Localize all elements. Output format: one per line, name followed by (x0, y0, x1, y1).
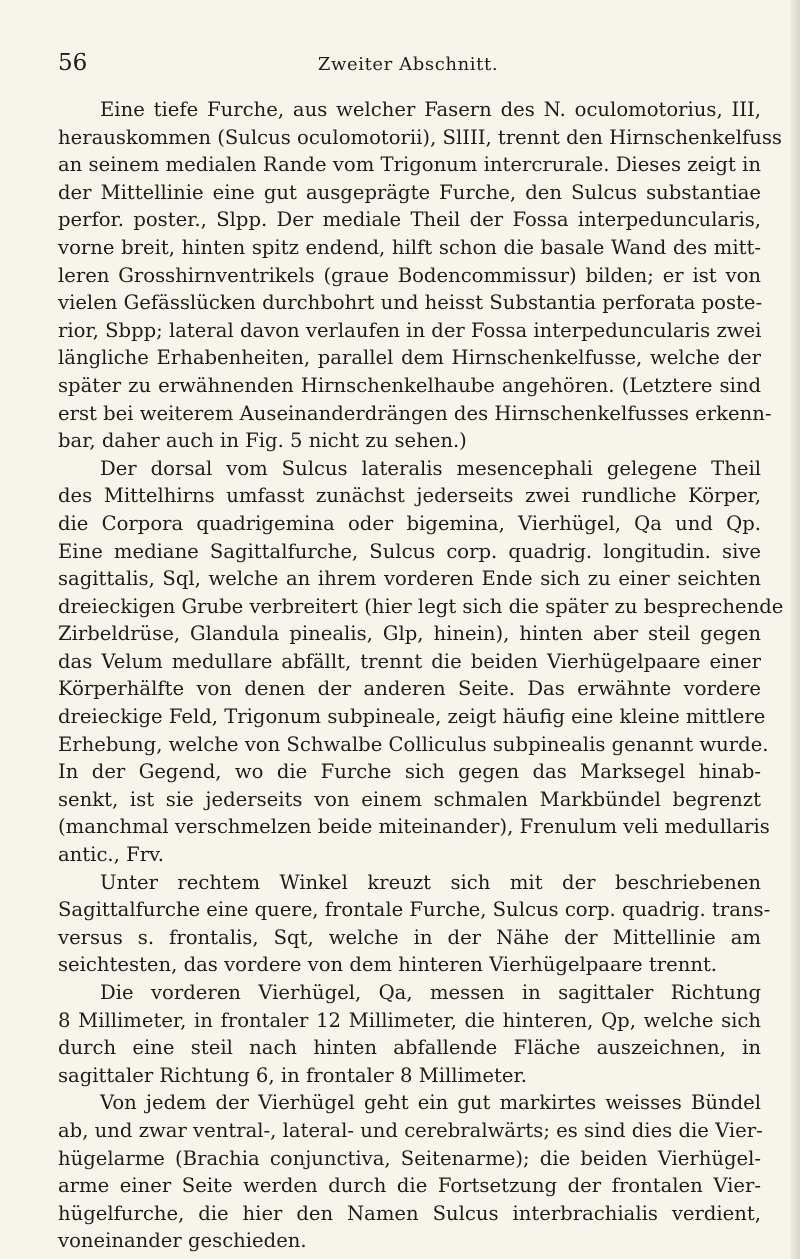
text-line: herauskommen (Sulcus oculomotorii), SlIII, trennt den Hirnschenkelfuss (58, 125, 782, 149)
paragraph (58, 1089, 761, 1255)
body-text (58, 96, 784, 1255)
text-line: Von jedem der Vierhügel geht ein gut markirtes weisses Bündel (100, 1091, 761, 1115)
text-line: voneinander geschieden. (58, 1229, 307, 1253)
page-edge-shadow (790, 0, 800, 1259)
text-line: der Mittellinie eine gut ausgeprägte Furche, den Sulcus substantiae (58, 180, 761, 204)
text-line: vorne breit, hinten spitz endend, hilft schon die basale Wand des mitt- (58, 235, 761, 259)
text-line: Der dorsal vom Sulcus lateralis mesencephali gelegene Theil (100, 456, 761, 480)
running-head: Zweiter Abschnitt. (317, 54, 499, 75)
text-line: leren Grosshirnventrikels (graue Bodencommissur) bilden; er ist von (58, 263, 761, 287)
text-line: Sagittalfurche eine quere, frontale Furche, Sulcus corp. quadrig. trans- (58, 898, 771, 922)
text-line: Erhebung, welche von Schwalbe Colliculus subpinealis genannt wurde. (58, 732, 769, 756)
text-line: sagittaler Richtung 6, in frontaler 8 Millimeter. (58, 1063, 527, 1087)
text-line: Eine tiefe Furche, aus welcher Fasern des N. oculomotorius, III, (100, 98, 761, 121)
text-line: hügelarme (Brachia conjunctiva, Seitenarme); die beiden Vierhügel- (58, 1146, 761, 1170)
text-line: durch eine steil nach hinten abfallende Fläche auszeichnen, in (58, 1036, 761, 1060)
text-line: senkt, ist sie jederseits von einem schmalen Markbündel begrenzt (58, 787, 761, 811)
paragraph (58, 96, 782, 455)
text-line: rior, Sbpp; lateral davon verlaufen in der Fossa interpeduncularis zwei (58, 318, 762, 342)
text-line: (manchmal verschmelzen beide miteinander), Frenulum veli medullaris (58, 815, 770, 839)
text-line: an seinem medialen Rande vom Trigonum intercrurale. Dieses zeigt in (58, 153, 761, 177)
text-line: vielen Gefässlücken durchbohrt und heisst Substantia perforata poste- (58, 291, 763, 315)
text-line: In der Gegend, wo die Furche sich gegen das Marksegel hinab- (58, 760, 761, 784)
text-line: sagittalis, Sql, welche an ihrem vorderen Ende sich zu einer seichten (58, 567, 761, 591)
text-line: 8 Millimeter, in frontaler 12 Millimeter, die hinteren, Qp, welche sich (58, 1008, 761, 1032)
text-line: versus s. frontalis, Sqt, welche in der Nähe der Mittellinie am (58, 925, 761, 949)
paragraph (58, 455, 784, 869)
text-line: das Velum medullare abfällt, trennt die beiden Vierhügelpaare einer (58, 649, 761, 673)
text-line: dreieckige Feld, Trigonum subpineale, zeigt häufig eine kleine mittlere (58, 705, 766, 729)
text-line: Zirbeldrüse, Glandula pinealis, Glp, hinein), hinten aber steil gegen (58, 622, 761, 646)
text-line: Die vorderen Vierhügel, Qa, messen in sagittaler Richtung (100, 981, 761, 1004)
text-line: erst bei weiterem Auseinanderdrängen des Hirnschenkelfusses erkenn- (58, 401, 772, 425)
text-line: seichtesten, das vordere von dem hinteren Vierhügelpaare trennt. (58, 953, 718, 977)
text-line: längliche Erhabenheiten, parallel dem Hirnschenkelfusse, welche der (58, 346, 761, 370)
text-line: bar, daher auch in Fig. 5 nicht zu sehen.) (58, 429, 467, 453)
text-line: hügelfurche, die hier den Namen Sulcus interbrachialis verdient, (58, 1201, 761, 1225)
text-line: später zu erwähnenden Hirnschenkelhaube angehören. (Letztere sind (58, 373, 761, 397)
text-line: antic., Frv. (58, 843, 165, 867)
paragraph (58, 869, 771, 979)
text-line: perfor. poster., Slpp. Der mediale Theil der Fossa interpeduncularis, (58, 208, 761, 232)
text-line: des Mittelhirns umfasst zunächst jederseits zwei rundliche Körper, (58, 484, 761, 508)
paragraph (58, 979, 761, 1089)
text-line: Unter rechtem Winkel kreuzt sich mit der beschriebenen (100, 870, 761, 894)
text-line: die Corpora quadrigemina oder bigemina, Vierhügel, Qa und Qp. (58, 511, 761, 535)
page-number: 56 (58, 50, 88, 76)
text-line: dreieckigen Grube verbreitert (hier legt sich die später zu besprechende (58, 594, 784, 618)
text-line: arme einer Seite werden durch die Fortsetzung der frontalen Vier- (58, 1174, 761, 1198)
text-line: ab, und zwar ventral-, lateral- und cerebralwärts; es sind dies die Vier- (58, 1118, 763, 1142)
text-line: Eine mediane Sagittalfurche, Sulcus corp. quadrig. longitudin. sive (58, 539, 761, 563)
text-line: Körperhälfte von denen der anderen Seite. Das erwähnte vordere (58, 677, 761, 701)
page-header (58, 50, 758, 80)
